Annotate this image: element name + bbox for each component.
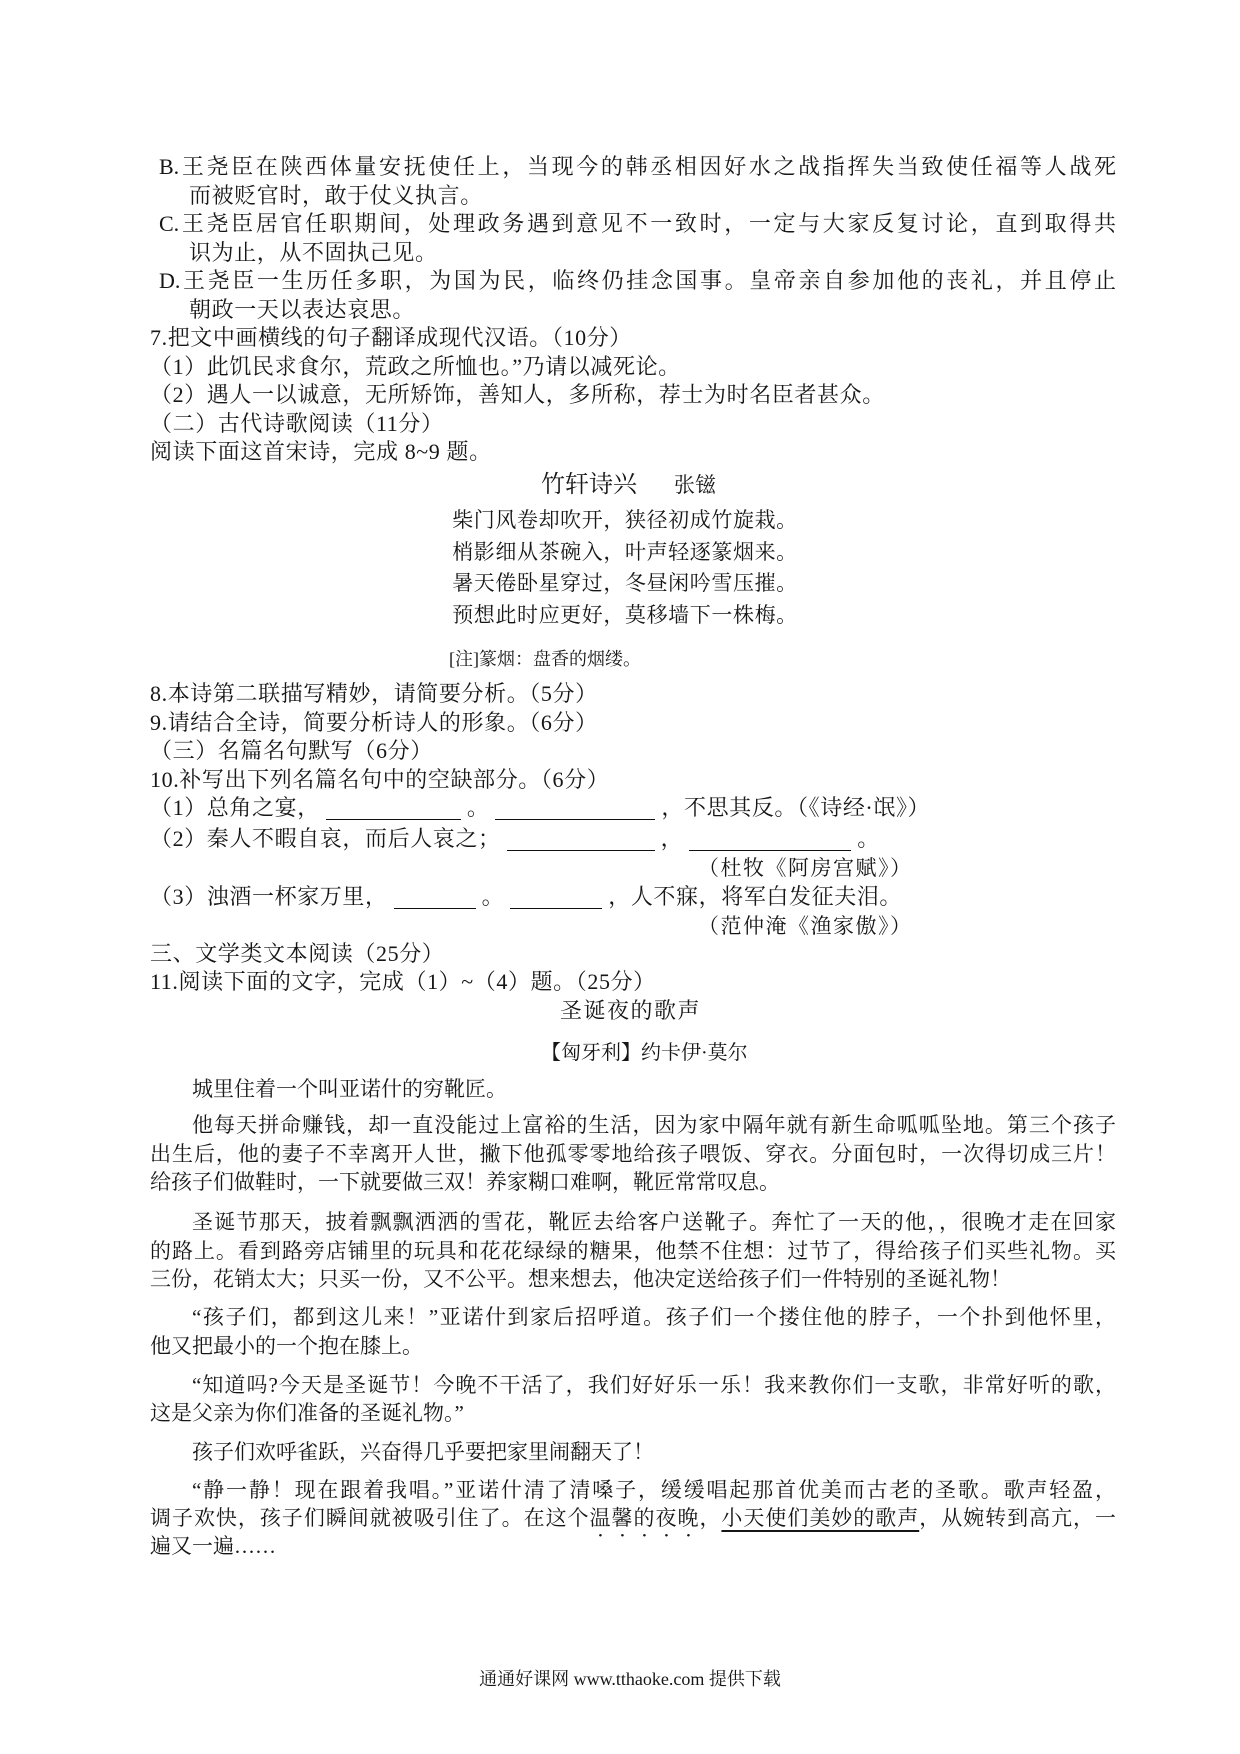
option-d-line-2: 朝政一天以表达哀思。 [189, 296, 416, 322]
dictation-item-2-mid: ， [660, 826, 684, 851]
story-paragraph-6: 孩子们欢呼雀跃，兴奋得几乎要把家里闹翻天了！ [192, 1440, 654, 1464]
story-paragraph-4-line-1: “孩子们，都到这儿来！”亚诺什到家后招呼道。孩子们一个搂住他的脖子，一个扑到他怀里， [192, 1305, 1116, 1329]
literary-section-heading: 三、文学类文本阅读（25分） [150, 940, 445, 966]
answer-blank [495, 797, 655, 820]
dictation-item-1-tail: ，不思其反。（《诗经·氓》） [661, 795, 931, 820]
option-c-line-2: 识为止，从不固执己见。 [189, 239, 438, 265]
story-paragraph-3-line-2: 的路上。看到路旁店铺里的玩具和花花绿绿的糖果，他禁不住想：过节了，得给孩子们买些礼物。买 [150, 1238, 1116, 1263]
poem-line-2: 梢影细从茶碗入，叶声轻逐篆烟来。 [452, 539, 798, 564]
dictation-item-3-lead: （3）浊酒一杯家万里， [150, 884, 388, 909]
question-7-item-1: （1）此饥民求食尔，荒政之所恤也。”乃请以减死论。 [150, 353, 681, 379]
poetry-instruction: 阅读下面这首宋诗，完成 8~9 题。 [150, 439, 492, 464]
poem-line-1: 柴门风卷却吹开，狭径初成竹旋栽。 [452, 508, 798, 532]
story-paragraph-3-line-1: 圣诞节那天，披着飘飘洒洒的雪花，靴匠去给客户送靴子。奔忙了一天的他，，很晚才走在回家 [192, 1210, 1116, 1234]
page-footer: 通通好课网 www.tthaoke.com 提供下载 [479, 1669, 781, 1689]
story-paragraph-3-line-3: 三份，花销太大；只买一份，又不公平。想来想去，他决定送给孩子们一件特别的圣诞礼物！ [150, 1267, 1011, 1291]
story-paragraph-7-line-1: “静一静！现在跟着我唱。”亚诺什清了清嗓子，缓缓唱起那首优美而古老的圣歌。歌声轻盈， [192, 1478, 1116, 1502]
answer-blank [326, 797, 461, 820]
story-title: 圣诞夜的歌声 [560, 998, 702, 1023]
dictation-item-3 [150, 883, 902, 911]
dictation-item-2-source: （杜牧《阿房宫赋》） [698, 856, 913, 880]
story-paragraph-5-line-2: 这是父亲为你们准备的圣诞礼物。” [150, 1401, 464, 1425]
story-paragraph-2-line-2: 出生后，他的妻子不幸离开人世，撇下他孤零零地给孩子喂饭、穿衣。分面包时，一次得切成三片！ [150, 1141, 1116, 1166]
dictation-item-2-tail: 。 [857, 826, 880, 851]
question-11-stem: 11.阅读下面的文字，完成（1）~（4）题。（25分） [150, 968, 656, 994]
question-10-stem: 10.补写出下列名篇名句中的空缺部分。（6分） [150, 766, 610, 792]
poem-title: 竹轩诗兴 [541, 472, 637, 498]
line-text: 调子欢快，孩子们瞬间就被吸引住了。在这个 [150, 1506, 590, 1530]
dictation-item-3-mid: 。 [481, 884, 505, 909]
question-8: 8.本诗第二联描写精妙，请简要分析。（5分） [150, 681, 598, 706]
option-b-line-1: B.王尧臣在陕西体量安抚使任上，当现今的韩丞相因好水之战指挥失当致使任福等人战死 [159, 154, 1116, 179]
poetry-section-heading: （二）古代诗歌阅读（11分） [150, 410, 444, 436]
question-7-stem: 7.把文中画横线的句子翻译成现代汉语。（10分） [150, 325, 632, 350]
story-paragraph-2-line-3: 给孩子们做鞋时，一下就要做三双！养家糊口难啊，靴匠常常叹息。 [150, 1170, 780, 1194]
story-paragraph-7-line-3: 遍又一遍…… [150, 1534, 276, 1558]
line-text: ， [699, 1506, 722, 1530]
story-paragraph-5-line-1: “知道吗?今天是圣诞节！今晚不干活了，我们好好乐一乐！我来教你们一支歌，非常好听的歌， [192, 1373, 1116, 1397]
dictation-item-2-lead: （2）秦人不暇自哀，而后人哀之； [150, 826, 501, 851]
underlined-phrase: 小天使们美妙的歌声 [721, 1506, 920, 1530]
option-b-line-2: 而被贬官时，敢于仗义执言。 [189, 182, 483, 208]
question-7-item-2: （2）遇人一以诚意，无所矫饰，善知人，多所称，荐士为时名臣者甚众。 [150, 382, 885, 407]
poem-author: 张镃 [674, 473, 716, 497]
dictation-item-1-lead: （1）总角之宴， [150, 795, 320, 820]
story-paragraph-4-line-2: 他又把最小的一个抱在膝上。 [150, 1334, 423, 1358]
dotted-phrase: 温馨的夜晚 [589, 1506, 700, 1530]
dictation-item-2 [150, 825, 880, 853]
poem-line-4: 预想此时应更好，莫移墙下一株梅。 [452, 602, 798, 627]
line-text: ，从婉转到高亢，一 [919, 1506, 1117, 1530]
answer-blank [689, 828, 851, 851]
answer-blank [510, 886, 602, 909]
dictation-item-3-tail: ，人不寐，将军白发征夫泪。 [608, 884, 903, 909]
question-9: 9.请结合全诗，简要分析诗人的形象。（6分） [150, 709, 598, 735]
option-d-line-1: D.王尧臣一生历任多职，为国为民，临终仍挂念国事。皇帝亲自参加他的丧礼，并且停止 [159, 268, 1116, 293]
answer-blank [507, 828, 655, 851]
dictation-item-3-source: （范仲淹《渔家傲》） [698, 913, 913, 938]
option-c-line-1: C.王尧臣居官任职期间，处理政务遇到意见不一致时，一定与大家反复讨论，直到取得共 [159, 211, 1116, 236]
story-author: 【匈牙利】约卡伊·莫尔 [541, 1042, 748, 1064]
story-paragraph-1: 城里住着一个叫亚诺什的穷靴匠。 [192, 1077, 507, 1101]
poem-note: [注]篆烟：盘香的烟缕。 [449, 649, 641, 669]
dictation-item-1 [150, 794, 930, 822]
story-paragraph-7-line-2 [150, 1504, 1116, 1532]
poem-line-3: 暑天倦卧星穿过，冬昼闲吟雪压摧。 [452, 571, 798, 595]
answer-blank [394, 886, 476, 909]
dictation-item-1-mid: 。 [466, 795, 490, 820]
dictation-section-heading: （三）名篇名句默写（6分） [150, 738, 433, 763]
story-paragraph-2-line-1: 他每天拼命赚钱，却一直没能过上富裕的生活，因为家中隔年就有新生命呱呱坠地。第三个孩子 [192, 1113, 1116, 1137]
